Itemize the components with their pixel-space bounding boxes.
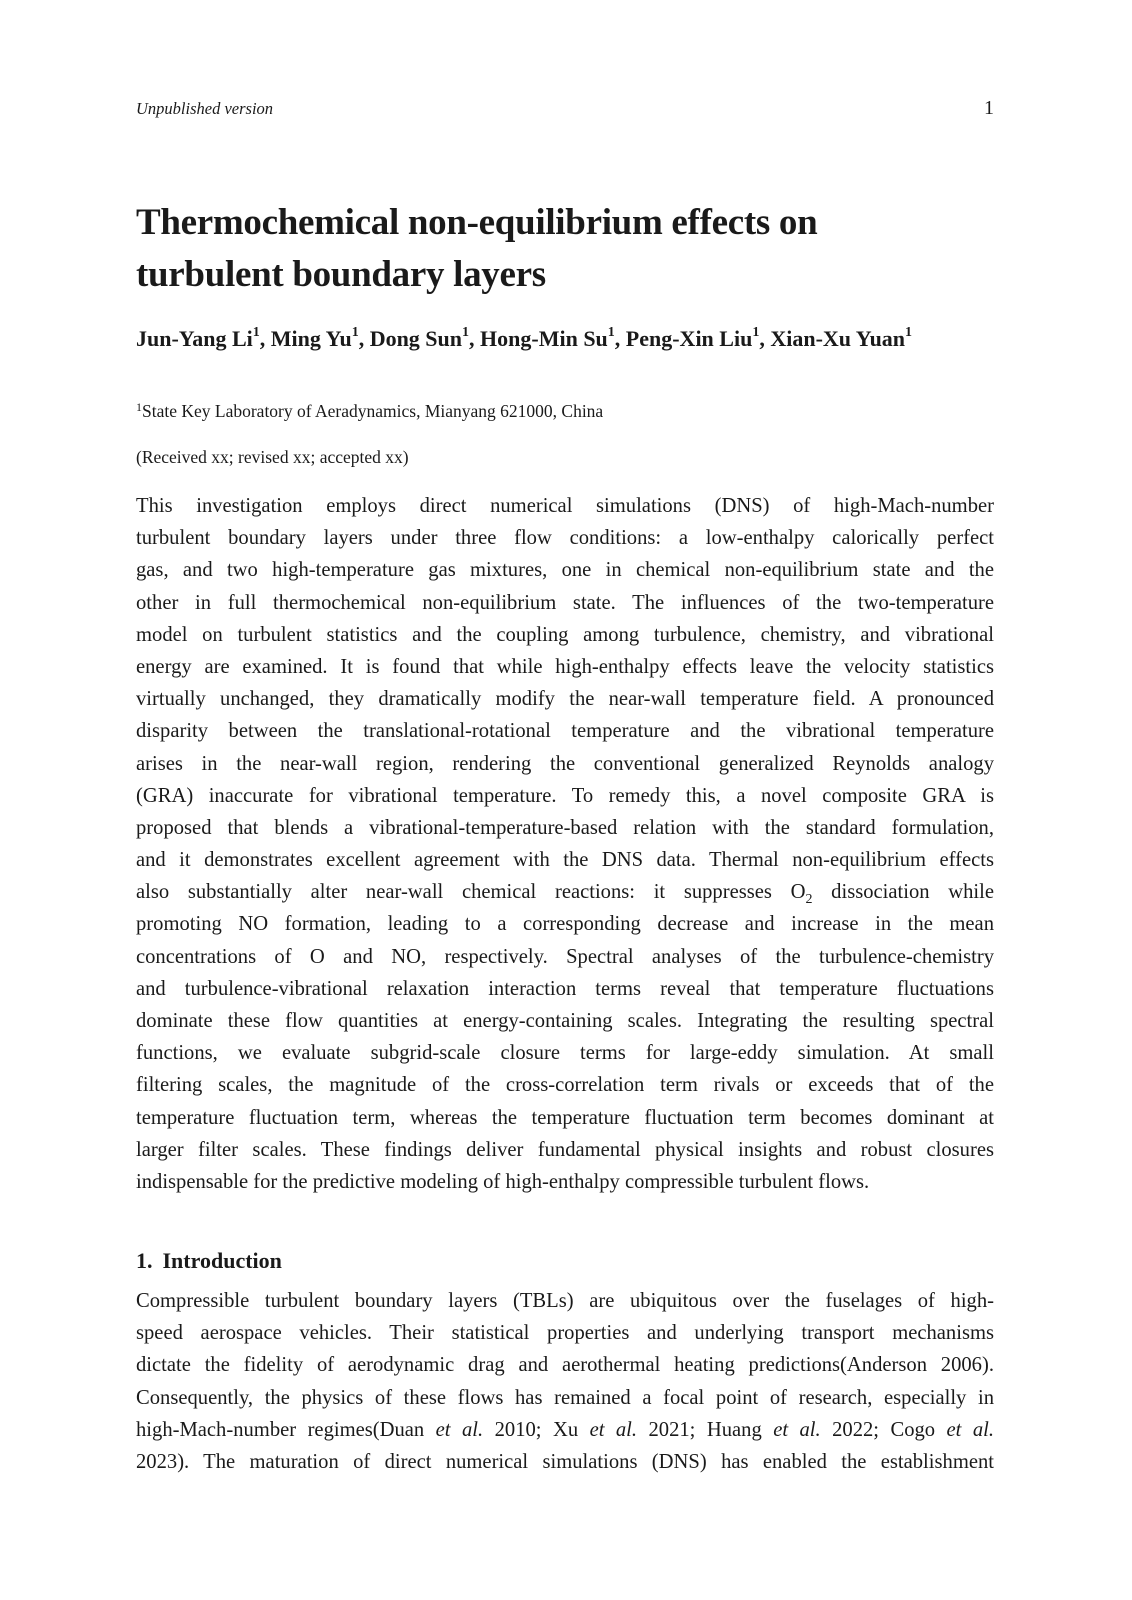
affiliation-mark: 1 <box>252 324 260 340</box>
abstract-line: gas, and two high-temperature gas mixtures, one in chemical non-equilibrium state and the <box>136 559 994 582</box>
abstract-line: dominate these flow quantities at energy-containing scales. Integrating the resulting spectral <box>136 1010 994 1032</box>
abstract-line: (GRA) inaccurate for vibrational temperature. To remedy this, a novel composite GRA is <box>136 784 994 807</box>
page-number: 1 <box>984 97 994 119</box>
abstract-line: filtering scales, the magnitude of the cross-correlation term rivals or exceeds that of the <box>136 1074 994 1097</box>
running-title: Unpublished version <box>136 99 274 118</box>
affiliation-mark: 1 <box>136 400 142 415</box>
section-heading <box>136 1246 282 1276</box>
intro-text: 2022; Cogo <box>820 1418 947 1441</box>
abstract-line: energy are examined. It is found that while high-enthalpy effects leave the velocity statistics <box>136 655 994 678</box>
affiliation-mark: 1 <box>905 324 913 340</box>
abstract-line: larger filter scales. These findings deliver fundamental physical insights and robust closures <box>136 1138 994 1161</box>
section-title: Introduction <box>162 1248 282 1273</box>
abstract-line: model on turbulent statistics and the coupling among turbulence, chemistry, and vibrational <box>136 623 994 646</box>
author-name: Peng-Xin Liu <box>625 326 753 351</box>
author-name: Jun-Yang Li <box>136 326 253 351</box>
abstract-line: promoting NO formation, leading to a corresponding decrease and increase in the mean <box>136 913 994 936</box>
abstract <box>136 490 994 1198</box>
citation-etal: et al. <box>589 1418 638 1441</box>
intro-text: 2021; Huang <box>637 1418 774 1441</box>
affiliation <box>136 399 603 423</box>
author-name: Hong-Min Su <box>480 326 608 351</box>
abstract-line: arises in the near-wall region, rendering the conventional generalized Reynolds analogy <box>136 752 994 775</box>
abstract-line: proposed that blends a vibrational-temperature-based relation with the standard formulation, <box>136 816 994 839</box>
paper-title <box>136 197 994 301</box>
abstract-line: concentrations of O and NO, respectively. Spectral analyses of the turbulence-chemistry <box>136 945 994 968</box>
abstract-text: also substantially alter near-wall chemical reactions: it suppresses O <box>136 881 806 904</box>
abstract-line: turbulent boundary layers under three flow conditions: a low-enthalpy calorically perfect <box>136 527 994 550</box>
section-number: 1. <box>136 1248 153 1273</box>
intro-line: Consequently, the physics of these flows has remained a focal point of research, especially in <box>136 1386 994 1409</box>
abstract-line: temperature fluctuation term, whereas the temperature fluctuation term becomes dominant at <box>136 1106 994 1129</box>
intro-line: speed aerospace vehicles. Their statistical properties and underlying transport mechanisms <box>136 1322 994 1345</box>
author-name: Ming Yu <box>270 326 352 351</box>
abstract-line-o2 <box>136 876 994 908</box>
abstract-line: and turbulence-vibrational relaxation interaction terms reveal that temperature fluctuations <box>136 977 994 1000</box>
intro-line-citations <box>136 1414 994 1446</box>
affiliation-mark: 1 <box>607 324 615 340</box>
citation-etal: et al. <box>773 1418 821 1441</box>
abstract-line: and it demonstrates excellent agreement with the DNS data. Thermal non-equilibrium effects <box>136 849 994 872</box>
abstract-line: virtually unchanged, they dramatically modify the near-wall temperature field. A pronounced <box>136 688 994 711</box>
abstract-text: dissociation while <box>812 881 994 904</box>
affiliation-mark: 1 <box>462 324 470 340</box>
title-line: Thermochemical non-equilibrium effects on <box>136 202 818 243</box>
abstract-line: other in full thermochemical non-equilibrium state. The influences of the two-temperature <box>136 591 994 614</box>
citation-etal: et al. <box>435 1418 484 1441</box>
author-list: Jun-Yang Li$^1$, Ming Yu$^1$, Dong Sun$^1$, Hong-Min Su$^1$, Peng-Xin Liu$^1$, Xian-Xu Yuan$^1$ <box>136 324 913 351</box>
title-line: turbulent boundary layers <box>136 254 546 295</box>
affiliation-mark: 1 <box>351 324 359 340</box>
abstract-line: disparity between the translational-rotational temperature and the vibrational temperature <box>136 720 994 743</box>
intro-line: 2023). The maturation of direct numerical simulations (DNS) has enabled the establishment <box>136 1450 994 1473</box>
abstract-line: indispensable for the predictive modeling of high-enthalpy compressible turbulent flows. <box>136 1170 870 1193</box>
citation-etal: et al. <box>946 1418 994 1441</box>
intro-text: 2010; Xu <box>483 1418 590 1441</box>
affiliation-text: State Key Laboratory of Aeradynamics, Mianyang 621000, China <box>142 401 604 421</box>
intro-line: dictate the fidelity of aerodynamic drag and aerothermal heating predictions(Anderson 2006). <box>136 1354 994 1377</box>
author-name: Xian-Xu Yuan <box>770 326 906 351</box>
abstract-line: functions, we evaluate subgrid-scale closure terms for large-eddy simulation. At small <box>136 1042 994 1065</box>
abstract-line: This investigation employs direct numerical simulations (DNS) of high-Mach-number <box>136 495 994 517</box>
introduction-body <box>136 1285 994 1478</box>
author-name: Dong Sun <box>369 326 463 351</box>
intro-text: high-Mach-number regimes(Duan <box>136 1418 436 1441</box>
running-head <box>136 97 994 123</box>
intro-line: Compressible turbulent boundary layers (TBLs) are ubiquitous over the fuselages of high- <box>136 1290 994 1312</box>
subscript: 2 <box>805 892 813 908</box>
affiliation-mark: 1 <box>752 324 760 340</box>
submission-dates: (Received xx; revised xx; accepted xx) <box>136 447 409 467</box>
